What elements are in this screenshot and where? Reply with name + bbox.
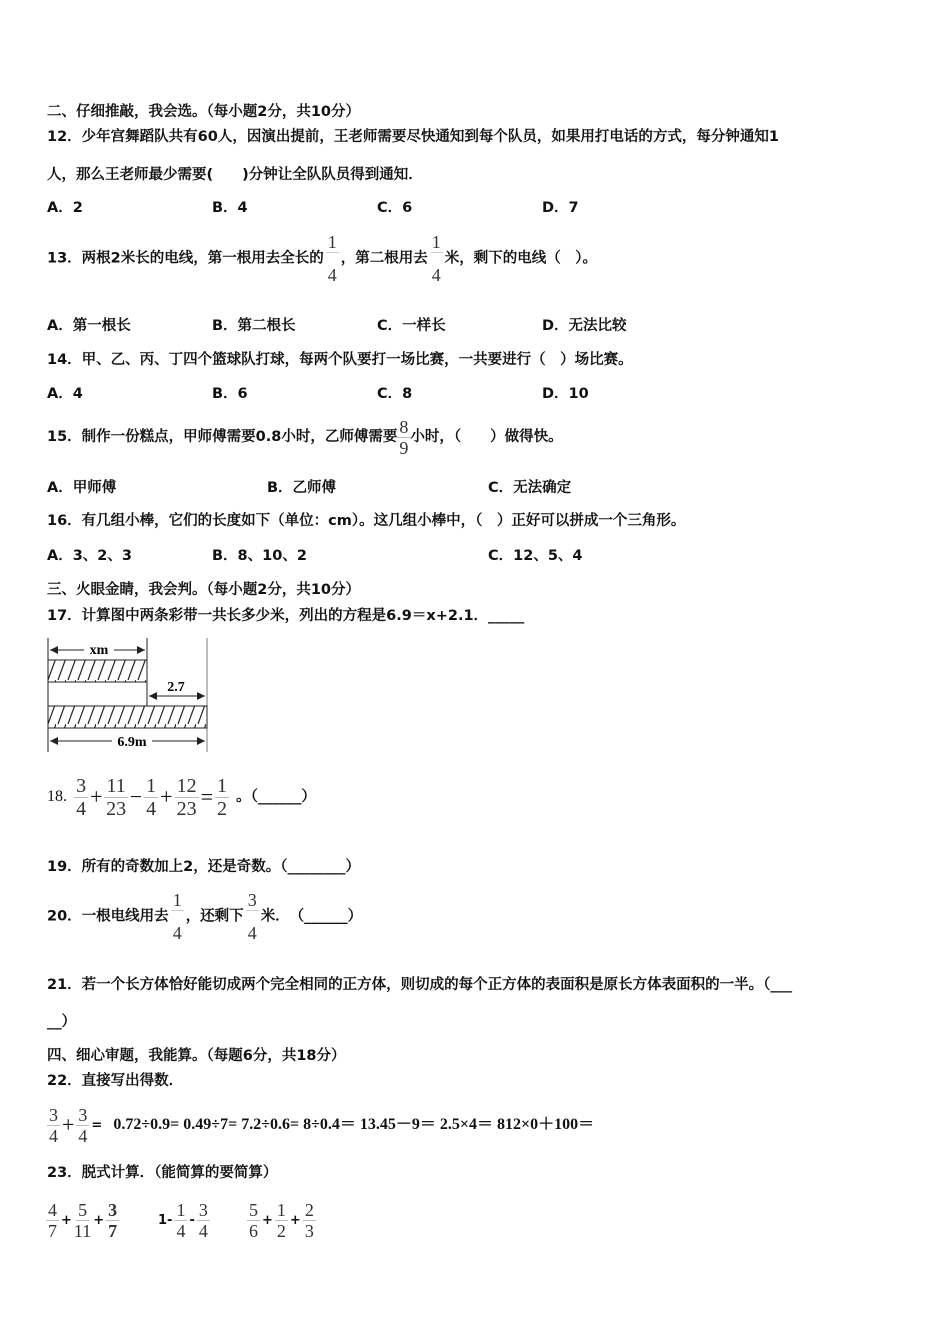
- q18: [47, 772, 316, 822]
- numerator: 3: [76, 774, 87, 797]
- numerator: 2: [304, 1199, 314, 1220]
- q13-option-a: A．第一根长: [47, 318, 131, 334]
- q13: [47, 232, 597, 285]
- fraction: [171, 890, 184, 943]
- fraction: [74, 1200, 91, 1241]
- operator: =: [91, 1118, 103, 1133]
- operator: +: [61, 1213, 72, 1228]
- q14-option-d: D．10: [542, 386, 589, 402]
- q20-number: 20．: [47, 908, 82, 925]
- q18-number: 18.: [47, 788, 67, 805]
- denominator: 4: [176, 1220, 186, 1241]
- q23-e2-prefix: 1-: [158, 1213, 173, 1228]
- q12-line2: 人，那么王老师最少需要( )分钟让全队队员得到通知．: [47, 167, 423, 183]
- denominator: 4: [198, 1220, 208, 1241]
- q12-option-c: C．6: [377, 200, 413, 216]
- fraction: [197, 1200, 210, 1241]
- operator: +: [262, 1213, 273, 1228]
- denominator: 7: [48, 1220, 57, 1241]
- numerator: 3: [108, 1199, 118, 1220]
- section-2-title: 二、仔细推敲，我会选。（每小题2分，共10分）: [47, 104, 361, 120]
- numerator: 1: [172, 890, 182, 910]
- q22-text: 22．直接写出得数．: [47, 1073, 184, 1089]
- q21-line1: 21．若一个长方体恰好能切成两个完全相同的正方体，则切成的每个正方体的表面积是原长方体表面积的一半。（___: [47, 977, 793, 993]
- q18-answer-blank: 。（______）: [236, 789, 316, 805]
- numerator: 1: [276, 1199, 286, 1220]
- denominator: 4: [327, 265, 337, 285]
- fraction: [46, 1200, 59, 1241]
- q20-pre: 一根电线用去: [81, 908, 169, 925]
- numerator: 5: [249, 1199, 258, 1220]
- q23-text: 23．脱式计算．（能简算的要简算）: [47, 1165, 278, 1181]
- section-3-title: 三、火眼金睛，我会判。（每小题2分，共10分）: [47, 582, 361, 598]
- denominator: 6: [249, 1220, 258, 1241]
- fraction: [326, 232, 339, 285]
- q13-option-c: C．一样长: [377, 318, 446, 334]
- numerator: 12: [176, 774, 197, 797]
- q23-expression-1: [44, 1195, 121, 1246]
- q15-pre: 15．制作一份糕点，甲师傅需要0.8小时，乙师傅需要: [47, 429, 398, 445]
- numerator: 3: [247, 890, 257, 910]
- q15-option-c: C．无法确定: [488, 480, 572, 496]
- fraction: [430, 232, 443, 285]
- denominator: 4: [247, 923, 257, 943]
- denominator: 2: [276, 1220, 286, 1241]
- operator: +: [93, 1213, 105, 1228]
- fraction: [246, 890, 259, 943]
- fraction: [247, 1200, 260, 1241]
- numerator: 3: [198, 1199, 208, 1220]
- numerator: 1: [146, 774, 157, 797]
- q23-expression-3: [245, 1195, 318, 1246]
- q22-arithmetic: 0.72÷0.9= 0.49÷7= 7.2÷0.6= 8÷0.4＝ 13.45－9＝ 2.5×4＝ 812×0＋100＝: [113, 1116, 595, 1133]
- operator: +: [62, 1112, 75, 1137]
- fraction: [47, 1105, 60, 1146]
- denominator: 4: [49, 1125, 58, 1146]
- q13-option-b: B．第二根长: [212, 318, 296, 334]
- diagram-label-6-9: 6.9m: [117, 735, 147, 750]
- q13-pre: 13．两根2米长的电线，第一根用去全长的: [47, 250, 324, 267]
- operator: =: [200, 784, 214, 809]
- q16-option-a: A．3、2、3: [47, 548, 132, 564]
- q15-post: 小时，（ ）做得快。: [410, 429, 563, 445]
- denominator: 3: [304, 1220, 314, 1241]
- q15-option-a: A．甲师傅: [47, 480, 117, 496]
- numerator: 5: [78, 1199, 88, 1220]
- fraction: [275, 1200, 288, 1241]
- operator: +: [289, 1213, 301, 1228]
- fraction: [174, 1200, 187, 1241]
- operator: −: [129, 784, 143, 809]
- fraction: [397, 417, 410, 458]
- numerator: 3: [78, 1104, 88, 1125]
- numerator: 1: [327, 232, 337, 252]
- q20-mid: ，还剩下: [185, 908, 244, 925]
- q12-option-d: D．7: [542, 200, 579, 216]
- denominator: 11: [73, 1220, 92, 1241]
- q14-text: 14．甲、乙、丙、丁四个篮球队打球，每两个队要打一场比赛，一共要进行（ ）场比赛。: [47, 352, 633, 368]
- q16-option-b: B．8、10、2: [212, 548, 307, 564]
- fraction: [104, 775, 127, 820]
- fraction: [303, 1200, 316, 1241]
- q15: [47, 412, 563, 462]
- diagram-label-x: xm: [89, 643, 109, 658]
- q12-line1: 12．少年宫舞蹈队共有60人，因演出提前，王老师需要尽快通知到每个队员，如果用打电话的方式，每分钟通知1: [47, 129, 779, 145]
- q15-option-b: B．乙师傅: [267, 480, 337, 496]
- fraction: [215, 775, 229, 820]
- operator: +: [90, 784, 103, 809]
- ribbon-diagram: [46, 636, 212, 754]
- q20-post: 米． （______）: [260, 908, 363, 925]
- denominator: 4: [172, 923, 182, 943]
- numerator: 1: [431, 232, 441, 252]
- diagram-label-2-7: 2.7: [167, 680, 185, 695]
- fraction: [175, 775, 199, 820]
- q13-mid: ，第二根用去: [340, 250, 428, 267]
- q17-text: 17．计算图中两条彩带一共长多少米，列出的方程是6.9＝x+2.1．_____: [47, 608, 525, 624]
- denominator: 4: [78, 1125, 88, 1146]
- denominator: 23: [106, 797, 127, 820]
- numerator: 4: [48, 1199, 57, 1220]
- ribbon-1: [48, 660, 147, 682]
- q13-option-d: D．无法比较: [542, 318, 627, 334]
- section-4-title: 四、细心审题，我能算。（每题6分，共18分）: [47, 1048, 346, 1064]
- numerator: 1: [217, 774, 228, 797]
- q21-line2: __）: [47, 1014, 76, 1030]
- fraction: [76, 1105, 89, 1146]
- fraction: [144, 775, 158, 820]
- q16-option-c: C．12、5、4: [488, 548, 583, 564]
- ribbon-2: [48, 706, 207, 728]
- numerator: 11: [106, 774, 126, 797]
- denominator: 4: [76, 797, 87, 820]
- denominator: 4: [146, 797, 157, 820]
- numerator: 8: [399, 416, 409, 437]
- denominator: 2: [217, 797, 228, 820]
- fraction: [74, 775, 88, 820]
- denominator: 23: [176, 797, 197, 820]
- q19-text: 19．所有的奇数加上2，还是奇数。（________）: [47, 859, 361, 875]
- denominator: 9: [399, 437, 409, 458]
- operator: +: [160, 784, 173, 809]
- numerator: 1: [176, 1199, 186, 1220]
- q13-post: 米，剩下的电线（ ）。: [444, 250, 598, 267]
- q14-option-b: B．6: [212, 386, 248, 402]
- q22-expressions: [45, 1100, 594, 1151]
- q12-option-a: A．2: [47, 200, 83, 216]
- q23-expression-2: [158, 1195, 212, 1246]
- q12-option-b: B．4: [212, 200, 248, 216]
- q20: [47, 890, 362, 943]
- fraction: [106, 1200, 119, 1241]
- q14-option-a: A．4: [47, 386, 83, 402]
- operator: -: [189, 1213, 195, 1228]
- denominator: 4: [431, 265, 441, 285]
- numerator: 3: [49, 1104, 58, 1125]
- q14-option-c: C．8: [377, 386, 413, 402]
- q16-text: 16．有几组小棒，它们的长度如下（单位：cm）。这几组小棒中，（ ）正好可以拼成一个三角形。: [47, 513, 686, 529]
- denominator: 7: [108, 1220, 118, 1241]
